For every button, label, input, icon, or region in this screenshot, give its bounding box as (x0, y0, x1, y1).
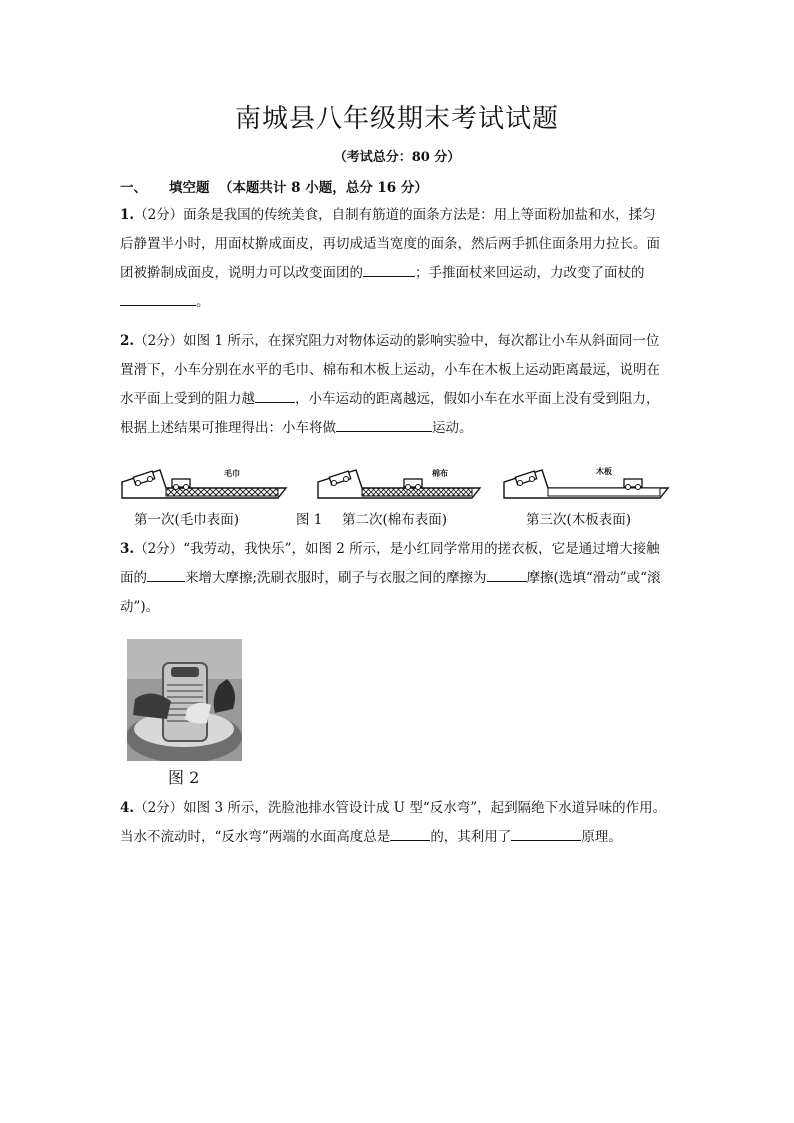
question-3 (120, 535, 680, 622)
question-text: 动”)。 (120, 599, 160, 615)
answer-blank[interactable] (390, 826, 430, 841)
question-text: （2分）面条是我国的传统美食，自制有筋道的面条方法是：用上等面粉加盐和水，揉匀 (134, 207, 656, 223)
answer-blank[interactable] (363, 262, 415, 277)
question-text: 来增大摩擦;洗刷衣服时，刷子与衣服之间的摩擦为 (185, 570, 487, 586)
question-text: 。 (196, 294, 210, 310)
answer-blank[interactable] (255, 388, 295, 403)
question-text: （2分）如图 3 所示，洗脸池排水管设计成 U 型“反水弯”，起到隔绝下水道异味的作用。 (134, 800, 667, 816)
question-text: 运动。 (432, 420, 473, 436)
question-4 (120, 794, 680, 852)
question-text: 摩擦(选填“滑动”或“滚 (526, 570, 661, 586)
figure-label: 图 2 (168, 768, 200, 787)
answer-blank[interactable] (120, 291, 196, 306)
surface-label-cotton: 棉布 (432, 468, 448, 478)
question-text: 面的 (120, 570, 147, 586)
question-number: 1. (120, 207, 135, 223)
question-text: 水平面上受到的阻力越 (120, 391, 255, 407)
figure-caption: 第二次(棉布表面) (342, 512, 448, 528)
figure-1 (120, 462, 680, 526)
question-text: 后静置半小时，用面杖擀成面皮，再切成适当宽度的面条，然后两手抓住面条用力拉长。面 (120, 236, 660, 252)
section-number: 一、 (120, 180, 147, 196)
exam-total-score: （考试总分：80 分） (333, 150, 461, 165)
question-text: ；手推面杖来回运动，力改变了面杖的 (415, 265, 645, 281)
question-text: 的，其利用了 (430, 829, 512, 845)
question-text: ，小车运动的距离越远，假如小车在水平面上没有受到阻力， (295, 391, 660, 407)
ramp-wood-diagram (502, 462, 672, 502)
question-text: 根据上述结果可推理得出：小车将做 (120, 420, 336, 436)
surface-label-towel: 毛巾 (224, 468, 240, 478)
page-title: 南城县八年级期末考试试题 (234, 104, 559, 134)
answer-blank[interactable] (147, 567, 185, 582)
question-text: （2分）如图 1 所示，在探究阻力对物体运动的影响实验中，每次都让小车从斜面同一位 (134, 333, 660, 349)
question-text: 当水不流动时，“反水弯”两端的水面高度总是 (120, 829, 391, 845)
question-number: 2. (120, 333, 135, 349)
answer-blank[interactable] (336, 417, 432, 432)
surface-label-wood: 木板 (596, 466, 612, 476)
question-text: 原理。 (581, 829, 622, 845)
answer-blank[interactable] (487, 567, 527, 582)
question-2 (120, 327, 680, 443)
washboard-photo (127, 639, 242, 761)
section-heading (120, 176, 428, 196)
answer-blank[interactable] (511, 826, 581, 841)
section-name: 填空题 (169, 180, 210, 196)
question-text: （2分）“我劳动，我快乐”，如图 2 所示，是小红同学常用的搓衣板，它是通过增大接触 (134, 541, 660, 557)
ramp-towel-diagram (120, 462, 290, 502)
figure-label: 图 1 (296, 512, 323, 528)
ramp-cotton-diagram (316, 462, 484, 502)
question-number: 3. (120, 541, 135, 557)
section-note: （本题共计 8 小题，总分 16 分） (218, 180, 428, 196)
question-1 (120, 201, 680, 317)
figure-caption: 第三次(木板表面) (526, 512, 632, 528)
figure-caption: 第一次(毛巾表面) (134, 512, 240, 528)
question-text: 置滑下，小车分别在水平的毛巾、棉布和木板上运动，小车在木板上运动距离最远，说明在 (120, 362, 660, 378)
question-number: 4. (120, 800, 135, 816)
question-text: 团被擀制成面皮，说明力可以改变面团的 (120, 265, 363, 281)
